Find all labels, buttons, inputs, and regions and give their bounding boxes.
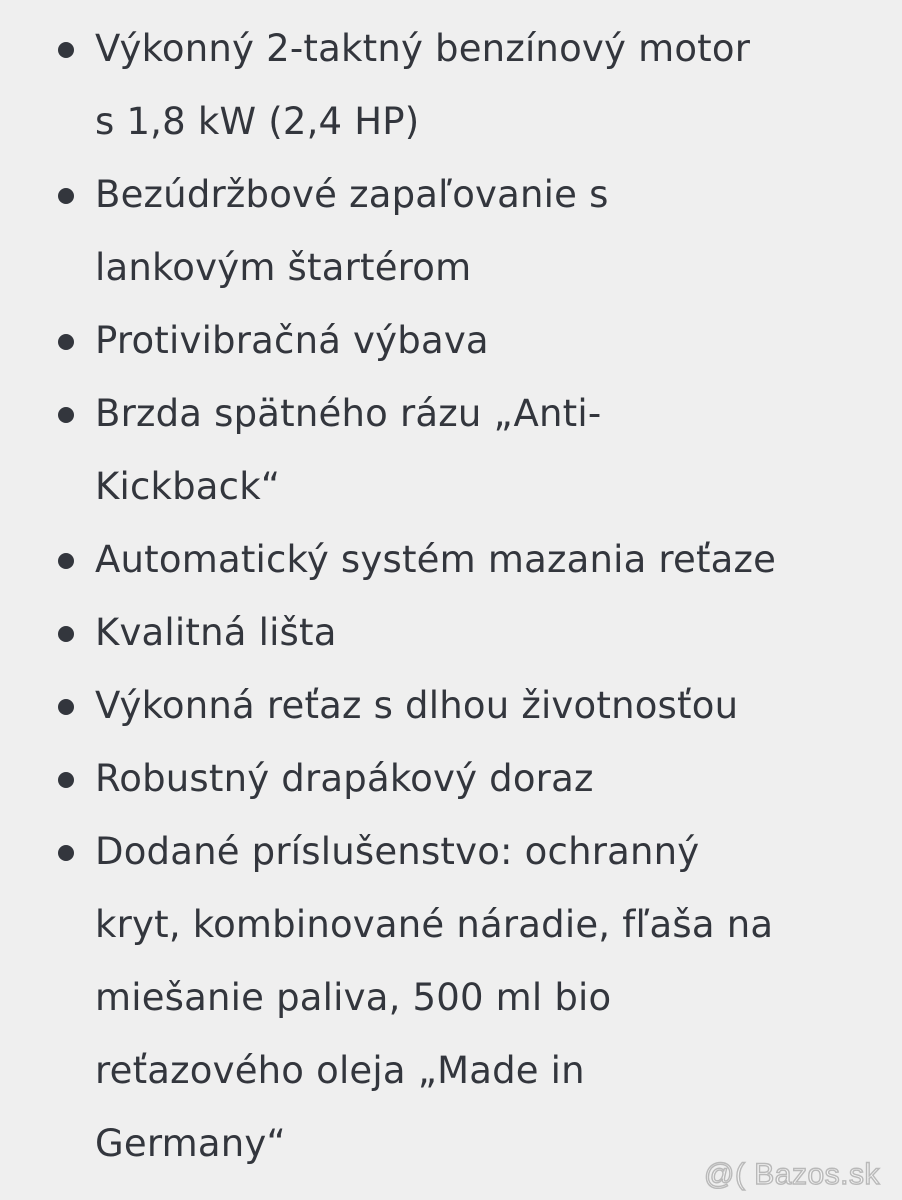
bullet-icon	[58, 553, 74, 569]
list-item-text: Dodané príslušenstvo: ochranný	[95, 830, 700, 873]
list-item-text: Výkonná reťaz s dlhou životnosťou	[95, 684, 739, 727]
list-item	[0, 158, 902, 304]
list-item	[0, 669, 902, 742]
list-item	[0, 523, 902, 596]
list-item-text: reťazového oleja „Made in	[95, 1049, 585, 1092]
list-item-text: lankovým štartérom	[95, 246, 472, 289]
bullet-icon	[58, 42, 74, 58]
feature-list	[0, 12, 902, 1180]
list-item-text: Automatický systém mazania reťaze	[95, 538, 777, 581]
list-item	[0, 742, 902, 815]
bullet-icon	[58, 772, 74, 788]
watermark-logo: @( Bazos.sk	[704, 1158, 880, 1191]
list-item	[0, 596, 902, 669]
list-item-text: miešanie paliva, 500 ml bio	[95, 976, 612, 1019]
bullet-icon	[58, 845, 74, 861]
list-item	[0, 12, 902, 158]
bullet-icon	[58, 407, 74, 423]
list-item-text: Kickback“	[95, 465, 281, 508]
list-item	[0, 377, 902, 523]
list-item-text: Výkonný 2-taktný benzínový motor	[95, 27, 751, 70]
list-item	[0, 815, 902, 1180]
bullet-icon	[58, 699, 74, 715]
list-item-text: Robustný drapákový doraz	[95, 757, 594, 800]
list-item-text: Germany“	[95, 1122, 286, 1165]
list-item-text: s 1,8 kW (2,4 HP)	[95, 100, 420, 143]
list-item-text: Brzda spätného rázu „Anti-	[95, 392, 602, 435]
bullet-icon	[58, 188, 74, 204]
bullet-icon	[58, 334, 74, 350]
list-item	[0, 304, 902, 377]
list-item-text: Protivibračná výbava	[95, 319, 489, 362]
list-item-text: Kvalitná lišta	[95, 611, 337, 654]
list-item-text: Bezúdržbové zapaľovanie s	[95, 173, 609, 216]
list-item-text: kryt, kombinované náradie, fľaša na	[95, 903, 774, 946]
bullet-icon	[58, 626, 74, 642]
